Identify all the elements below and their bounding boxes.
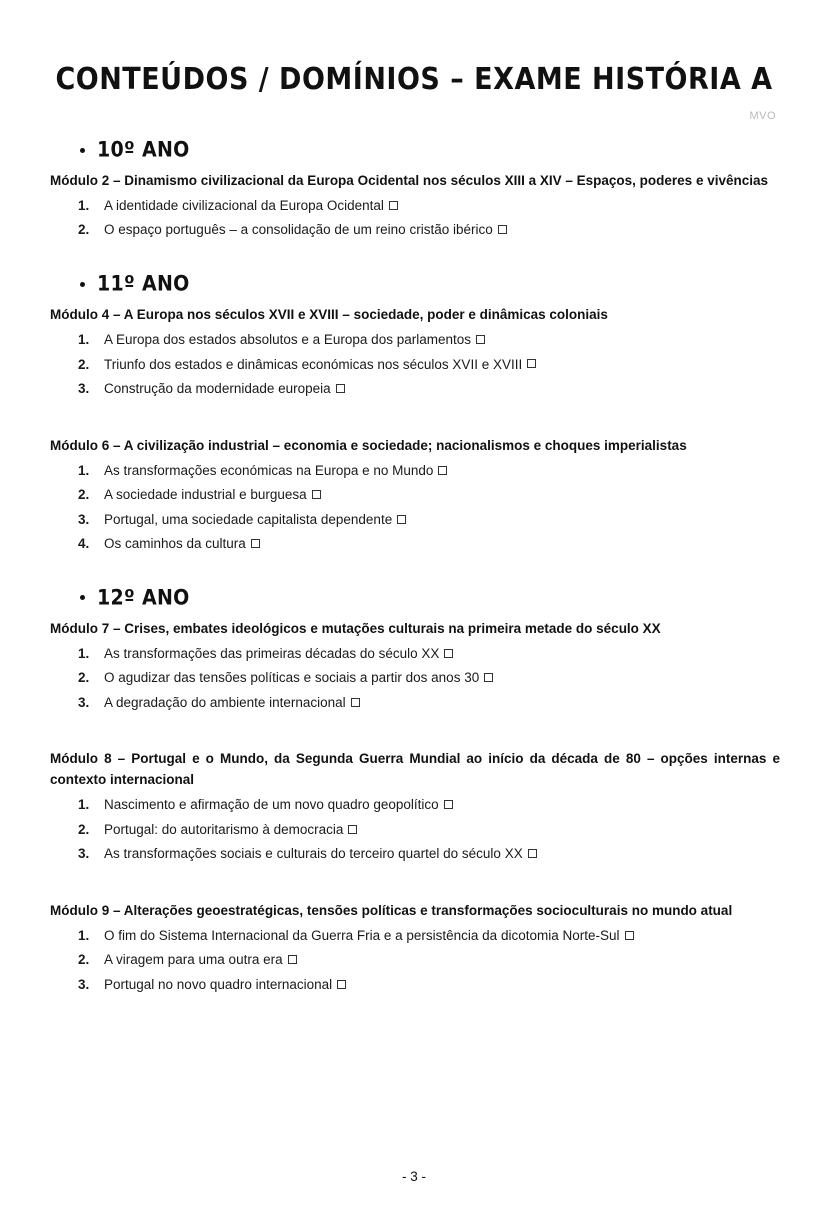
list-item: [50, 218, 780, 243]
spacer: [50, 557, 780, 587]
list-item: [50, 948, 780, 973]
year-block: [50, 273, 780, 557]
year-label: 12º ANO: [97, 585, 190, 610]
checkbox-icon[interactable]: [438, 466, 447, 475]
list-item-number: 1.: [78, 197, 90, 213]
checkbox-icon[interactable]: [389, 201, 398, 210]
list-item: [50, 483, 780, 508]
list-item-text-wrap: [104, 691, 780, 716]
year-label: 11º ANO: [97, 271, 190, 297]
module-block: [50, 901, 780, 998]
list-item-text-wrap: [104, 642, 780, 667]
list-item-text-wrap: [104, 508, 780, 533]
checkbox-icon[interactable]: [337, 980, 346, 989]
list-item-label: A degradação do ambiente internacional: [104, 694, 346, 710]
list-item-text-wrap: [104, 377, 780, 402]
list-item-label: Portugal no novo quadro internacional: [104, 977, 333, 993]
list-item: [50, 459, 780, 484]
list-item-text-wrap: [104, 194, 780, 219]
checkbox-icon[interactable]: [351, 698, 360, 707]
module-item-list: [50, 459, 780, 557]
year-block: [50, 139, 780, 243]
checkbox-icon[interactable]: [528, 849, 537, 858]
checkbox-icon[interactable]: [288, 955, 297, 964]
list-item: [50, 924, 780, 949]
list-item-number: 3.: [78, 511, 90, 527]
checkbox-icon[interactable]: [527, 359, 536, 368]
module-block: [50, 171, 780, 243]
list-item-label: Portugal: do autoritarismo à democracia: [104, 821, 344, 837]
list-item-number: 1.: [78, 797, 90, 813]
list-item: [50, 194, 780, 219]
year-heading: [80, 139, 780, 161]
module-block: [50, 619, 780, 716]
year-block: [50, 587, 780, 998]
list-item: [50, 973, 780, 998]
list-item-label: Nascimento e afirmação de um novo quadro geopolítico: [104, 797, 439, 813]
list-item-label: As transformações das primeiras décadas do século XX: [104, 645, 440, 661]
module-title: Módulo 2 – Dinamismo civilizacional da Europa Ocidental nos séculos XIII a XIV – Espaços, poderes e vivências: [50, 173, 768, 188]
list-item-label: As transformações sociais e culturais do terceiro quartel do século XX: [104, 846, 523, 862]
module-block: [50, 305, 780, 402]
list-item-label: Portugal, uma sociedade capitalista dependente: [104, 511, 393, 527]
list-item-label: A Europa dos estados absolutos e a Europa dos parlamentos: [104, 331, 471, 347]
module-item-list: [50, 924, 780, 998]
list-item-label: As transformações económicas na Europa e no Mundo: [104, 462, 434, 478]
checkbox-icon[interactable]: [312, 490, 321, 499]
list-item-text-wrap: [104, 948, 780, 973]
list-item-text-wrap: [104, 353, 780, 378]
checkbox-icon[interactable]: [444, 800, 453, 809]
list-item-text-wrap: [104, 328, 780, 353]
list-item: [50, 642, 780, 667]
spacer: [50, 402, 780, 426]
year-heading: [80, 273, 780, 295]
checkbox-icon[interactable]: [625, 931, 634, 940]
years-container: [50, 139, 780, 998]
list-item-number: 2.: [78, 356, 90, 372]
list-item-label: O fim do Sistema Internacional da Guerra Fria e a persistência da dicotomia Norte-Sul: [104, 927, 620, 943]
module-title: Módulo 4 – A Europa nos séculos XVII e XVIII – sociedade, poder e dinâmicas coloniais: [50, 307, 608, 323]
list-item-text-wrap: [104, 459, 780, 484]
bullet-icon: [80, 595, 85, 600]
spacer: [50, 243, 780, 273]
checkbox-icon[interactable]: [484, 673, 493, 682]
list-item-number: 3.: [78, 977, 90, 993]
year-label: 10º ANO: [97, 137, 190, 163]
list-item: [50, 532, 780, 557]
spacer: [50, 867, 780, 891]
module-title: Módulo 7 – Crises, embates ideológicos e mutações culturais na primeira metade do século XX: [50, 620, 661, 636]
checkbox-icon[interactable]: [251, 539, 260, 548]
list-item-text-wrap: [104, 924, 780, 949]
list-item-number: 2.: [78, 952, 90, 968]
module-item-list: [50, 793, 780, 867]
checkbox-icon[interactable]: [498, 225, 507, 234]
bullet-icon: [80, 148, 85, 153]
list-item-number: 2.: [78, 487, 90, 503]
list-item: [50, 842, 780, 867]
watermark-label: MVO: [749, 110, 776, 122]
page-title: CONTEÚDOS / DOMÍNIOS – EXAME HISTÓRIA A: [55, 62, 773, 97]
list-item: [50, 508, 780, 533]
list-item-label: O agudizar das tensões políticas e sociais a partir dos anos 30: [104, 670, 480, 686]
list-item-label: Triunfo dos estados e dinâmicas económicas nos séculos XVII e XVIII: [104, 356, 523, 372]
list-item-label: O espaço português – a consolidação de um reino cristão ibérico: [104, 222, 493, 238]
list-item-label: Os caminhos da cultura: [104, 536, 246, 552]
list-item-number: 3.: [78, 381, 90, 397]
checkbox-icon[interactable]: [336, 384, 345, 393]
list-item-label: A identidade civilizacional da Europa Ocidental: [104, 197, 384, 213]
document-content: [0, 139, 828, 998]
list-item-label: A sociedade industrial e burguesa: [104, 487, 307, 503]
list-item-text-wrap: [104, 218, 780, 243]
list-item-number: 3.: [78, 846, 90, 862]
module-item-list: [50, 328, 780, 402]
list-item-text-wrap: [104, 532, 780, 557]
list-item-text-wrap: [104, 793, 780, 818]
list-item-number: 3.: [78, 694, 90, 710]
list-item-number: 2.: [78, 821, 90, 837]
module-block: [50, 436, 780, 557]
module-item-list: [50, 194, 780, 243]
page-number: - 3 -: [401, 1169, 426, 1184]
list-item-text-wrap: [104, 666, 780, 691]
list-item-text-wrap: [104, 483, 780, 508]
list-item-number: 1.: [78, 645, 90, 661]
checkbox-icon[interactable]: [476, 335, 485, 344]
list-item: [50, 328, 780, 353]
list-item-label: A viragem para uma outra era: [104, 952, 283, 968]
list-item-number: 2.: [78, 222, 90, 238]
list-item-text-wrap: [104, 818, 780, 843]
document-page: [0, 62, 828, 1232]
list-item: [50, 377, 780, 402]
list-item: [50, 666, 780, 691]
module-block: [50, 749, 780, 867]
list-item: [50, 691, 780, 716]
module-title: Módulo 8 – Portugal e o Mundo, da Segunda Guerra Mundial ao início da década de 80 – opções internas e contexto internacional: [50, 751, 780, 788]
list-item-text-wrap: [104, 973, 780, 998]
module-title: Módulo 9 – Alterações geoestratégicas, tensões políticas e transformações socioculturais no mundo atual: [50, 902, 733, 918]
list-item: [50, 818, 780, 843]
list-item: [50, 353, 780, 378]
module-item-list: [50, 642, 780, 716]
bullet-icon: [80, 282, 85, 287]
spacer: [50, 715, 780, 739]
checkbox-icon[interactable]: [348, 825, 357, 834]
year-heading: [80, 587, 780, 609]
list-item: [50, 793, 780, 818]
list-item-number: 1.: [78, 462, 90, 478]
list-item-number: 1.: [78, 331, 90, 347]
module-title: Módulo 6 – A civilização industrial – economia e sociedade; nacionalismos e choques imperialistas: [50, 437, 687, 453]
list-item-label: Construção da modernidade europeia: [104, 381, 331, 397]
checkbox-icon[interactable]: [444, 649, 453, 658]
list-item-number: 1.: [78, 927, 90, 943]
list-item-number: 4.: [78, 536, 90, 552]
list-item-text-wrap: [104, 842, 780, 867]
checkbox-icon[interactable]: [397, 515, 406, 524]
list-item-number: 2.: [78, 670, 90, 686]
